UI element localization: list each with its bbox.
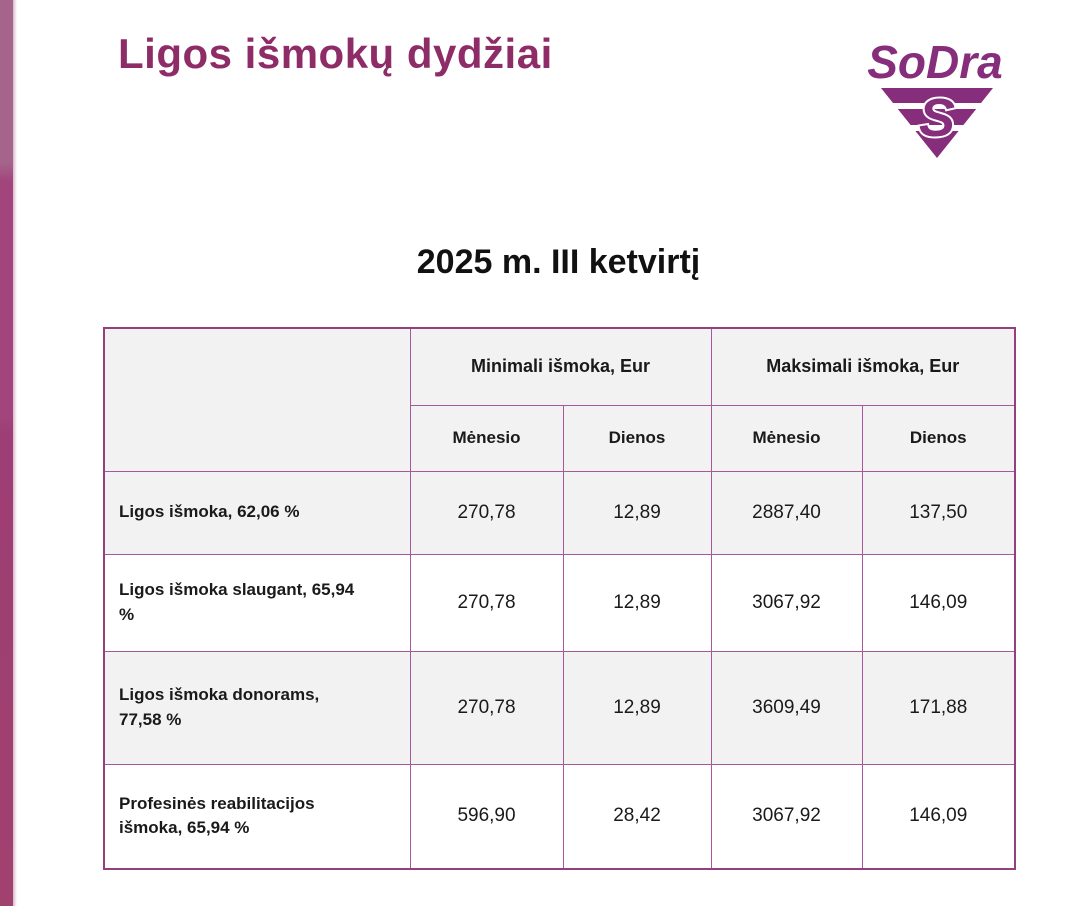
table-row-ligos-ismoka-donorams	[104, 651, 1015, 764]
cell-value: 12,89	[563, 471, 711, 554]
cell-value: 270,78	[410, 651, 563, 764]
table-row-ligos-ismoka	[104, 471, 1015, 554]
table-row-ligos-ismoka-slaugant	[104, 554, 1015, 651]
cell-value: 270,78	[410, 554, 563, 651]
cell-value: 2887,40	[711, 471, 862, 554]
period-subtitle: 2025 m. III ketvirtį	[416, 243, 701, 281]
logo-emblem-letter: S	[918, 88, 956, 148]
logo-emblem	[877, 88, 999, 158]
cell-value: 3609,49	[711, 651, 862, 764]
cell-value: 596,90	[410, 764, 563, 869]
cell-value: 270,78	[410, 471, 563, 554]
table-row-profesines-reabilitacijos	[104, 764, 1015, 869]
page-title: Ligos išmokų dydžiai	[118, 30, 553, 77]
cell-value: 146,09	[862, 554, 1015, 651]
col-header-maks-dienos: Dienos	[862, 405, 1015, 471]
col-group-maksimali: Maksimali išmoka, Eur	[711, 328, 1015, 405]
corner-cell	[104, 328, 410, 471]
row-label: Ligos išmoka slaugant, 65,94 %	[104, 554, 410, 651]
benefits-table	[103, 327, 1016, 870]
logo-text: SoDra	[867, 36, 1003, 88]
cell-value: 146,09	[862, 764, 1015, 869]
cell-value: 171,88	[862, 651, 1015, 764]
group-header-row	[104, 328, 1015, 405]
sodra-logo-graphic	[850, 36, 1020, 164]
col-group-minimali: Minimali išmoka, Eur	[410, 328, 711, 405]
cell-value: 3067,92	[711, 764, 862, 869]
row-label: Profesinės reabilitacijos išmoka, 65,94 %	[104, 764, 410, 869]
cell-value: 137,50	[862, 471, 1015, 554]
cell-value: 12,89	[563, 554, 711, 651]
sodra-logo	[850, 36, 1020, 164]
row-label: Ligos išmoka, 62,06 %	[104, 471, 410, 554]
col-header-min-menesio: Mėnesio	[410, 405, 563, 471]
col-header-min-dienos: Dienos	[563, 405, 711, 471]
cell-value: 28,42	[563, 764, 711, 869]
row-label: Ligos išmoka donorams, 77,58 %	[104, 651, 410, 764]
left-accent-bar	[0, 0, 13, 906]
cell-value: 3067,92	[711, 554, 862, 651]
col-header-maks-menesio: Mėnesio	[711, 405, 862, 471]
cell-value: 12,89	[563, 651, 711, 764]
